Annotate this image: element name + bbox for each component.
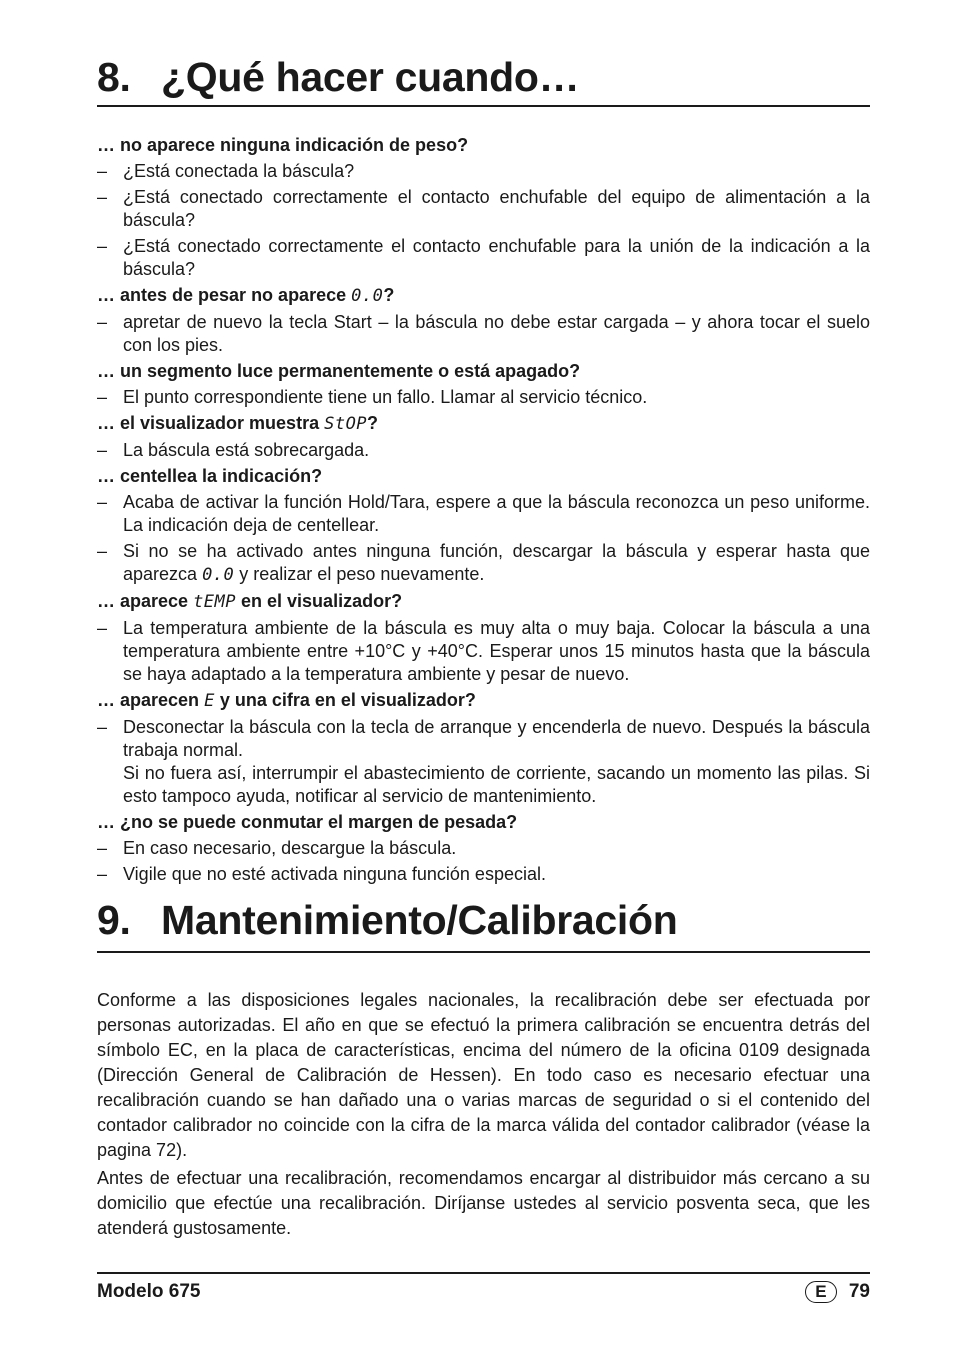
dash-marker: – <box>97 717 108 737</box>
list-item <box>97 863 870 886</box>
question-blinking: … centellea la indicación? <box>97 466 323 486</box>
dash-marker: – <box>97 541 108 561</box>
list-item-text: La temperatura ambiente de la báscula es muy alta o muy baja. Colocar la báscula a una temperatura ambiente entre +10°C y +40°C. Esperar unos 15 minutos hasta que la báscula se haya adaptado a la temperatura ambiente y pesar de nuevo. <box>123 618 870 684</box>
section-8-heading <box>97 55 870 99</box>
list-item <box>97 235 870 281</box>
list-item-text: En caso necesario, descargue la báscula. <box>123 838 457 858</box>
question-segment: … un segmento luce permanentemente o está apagado? <box>97 361 581 381</box>
list-item-text: La báscula está sobrecargada. <box>123 440 370 460</box>
list-item-text: Vigile que no esté activada ninguna función especial. <box>123 864 546 884</box>
list-item <box>97 540 870 587</box>
question-no-weight: … no aparece ninguna indicación de peso? <box>97 135 469 155</box>
list-item <box>97 160 870 183</box>
question-text-end: ? <box>383 285 395 305</box>
dash-marker: – <box>97 187 108 207</box>
section-9-heading <box>97 898 870 942</box>
question-temp <box>97 590 870 614</box>
question-text-end: y una cifra en el visualizador? <box>214 690 476 710</box>
question-text: … aparece <box>97 591 194 611</box>
list-item-text: El punto correspondiente tiene un fallo. Llamar al servicio técnico. <box>123 387 648 407</box>
dash-marker: – <box>97 864 108 884</box>
list-item <box>97 716 870 808</box>
question-text: … antes de pesar no aparece <box>97 285 352 305</box>
language-badge: E <box>805 1281 837 1303</box>
dash-marker: – <box>97 838 108 858</box>
list-item-text: apretar de nuevo la tecla Start – la báscula no debe estar cargada – y ahora tocar el suelo con los pies. <box>123 312 870 355</box>
footer-right <box>805 1280 870 1304</box>
list-item-text: ¿Está conectado correctamente el contacto enchufable del equipo de alimentación a la báscula? <box>123 187 870 230</box>
paragraph: Conforme a las disposiciones legales nacionales, la recalibración debe ser efectuada por personas autorizadas. El año en que se efectuó la primera calibración se encuentra detrás del símbolo EC, en la placa de características, encima del número de la oficina 0109 designada (Dirección General de Calibración de Hessen). En todo caso es necesario efectuar una recalibración cuando se han dañado una o varias marcas de seguridad o si el contenido del contador calibrador no coincide con la cifra de la marca válida del contador calibrador (véase la pagina 72). <box>97 990 870 1160</box>
lcd-display-text: tEMP <box>193 592 237 612</box>
list-item-continuation: Si no fuera así, interrumpir el abastecimiento de corriente, sacando un momento las pilas. Si esto tampoco ayuda, notificar al servicio de mantenimiento. <box>123 763 870 806</box>
list-item-text: ¿Está conectado correctamente el contacto enchufable para la unión de la indicación a la báscula? <box>123 236 870 279</box>
lcd-display-text: 0.0 <box>351 286 384 306</box>
list-item-text: Desconectar la báscula con la tecla de arranque y encenderla de nuevo. Después la báscula trabaja normal. <box>123 717 870 760</box>
lcd-display-text: E <box>204 691 215 711</box>
section-8-number: 8. <box>97 54 131 100</box>
question-text: … el visualizador muestra <box>97 413 325 433</box>
list-item <box>97 186 870 232</box>
dash-marker: – <box>97 618 108 638</box>
section-9-rule <box>97 951 870 953</box>
question-error-e <box>97 689 870 713</box>
list-item-text: Si no se ha activado antes ninguna función, descargar la báscula y esperar hasta que aparezca <box>123 541 870 584</box>
question-stop <box>97 412 870 436</box>
list-item-text: Acaba de activar la función Hold/Tara, espere a que la báscula reconozca un peso uniforme. La indicación deja de centellear. <box>123 492 870 535</box>
section-9-title: Mantenimiento/Calibración <box>161 897 678 943</box>
list-item <box>97 617 870 686</box>
dash-marker: – <box>97 312 108 332</box>
lcd-display-text: StOP <box>324 414 368 434</box>
list-item <box>97 386 870 409</box>
dash-marker: – <box>97 236 108 256</box>
dash-marker: – <box>97 387 108 407</box>
section-9-number: 9. <box>97 897 131 943</box>
question-no-zero <box>97 284 870 308</box>
footer-rule <box>97 1272 870 1274</box>
list-item-text-end: y realizar el peso nuevamente. <box>234 564 485 584</box>
question-range: … ¿no se puede conmutar el margen de pesada? <box>97 812 518 832</box>
paragraph: Antes de efectuar una recalibración, recomendamos encargar al distribuidor más cercano a su domicilio que efectúe una recalibración. Diríjanse ustedes al servicio posventa seca, que les atenderá gustosamente. <box>97 1168 870 1238</box>
list-item <box>97 491 870 537</box>
dash-marker: – <box>97 492 108 512</box>
section-8-body <box>97 134 870 889</box>
question-text-end: ? <box>367 413 379 433</box>
section-8-rule <box>97 105 870 107</box>
list-item <box>97 837 870 860</box>
list-item-text: ¿Está conectada la báscula? <box>123 161 355 181</box>
model-name: Modelo 675 <box>97 1281 201 1302</box>
lcd-display-text: 0.0 <box>202 565 235 585</box>
question-text-end: en el visualizador? <box>236 591 403 611</box>
dash-marker: – <box>97 161 108 181</box>
list-item <box>97 311 870 357</box>
list-item <box>97 439 870 462</box>
section-9-body <box>97 988 870 1244</box>
question-text: … aparecen <box>97 690 205 710</box>
page-number: 79 <box>848 1281 870 1302</box>
section-8-title: ¿Qué hacer cuando… <box>161 54 580 100</box>
dash-marker: – <box>97 440 108 460</box>
